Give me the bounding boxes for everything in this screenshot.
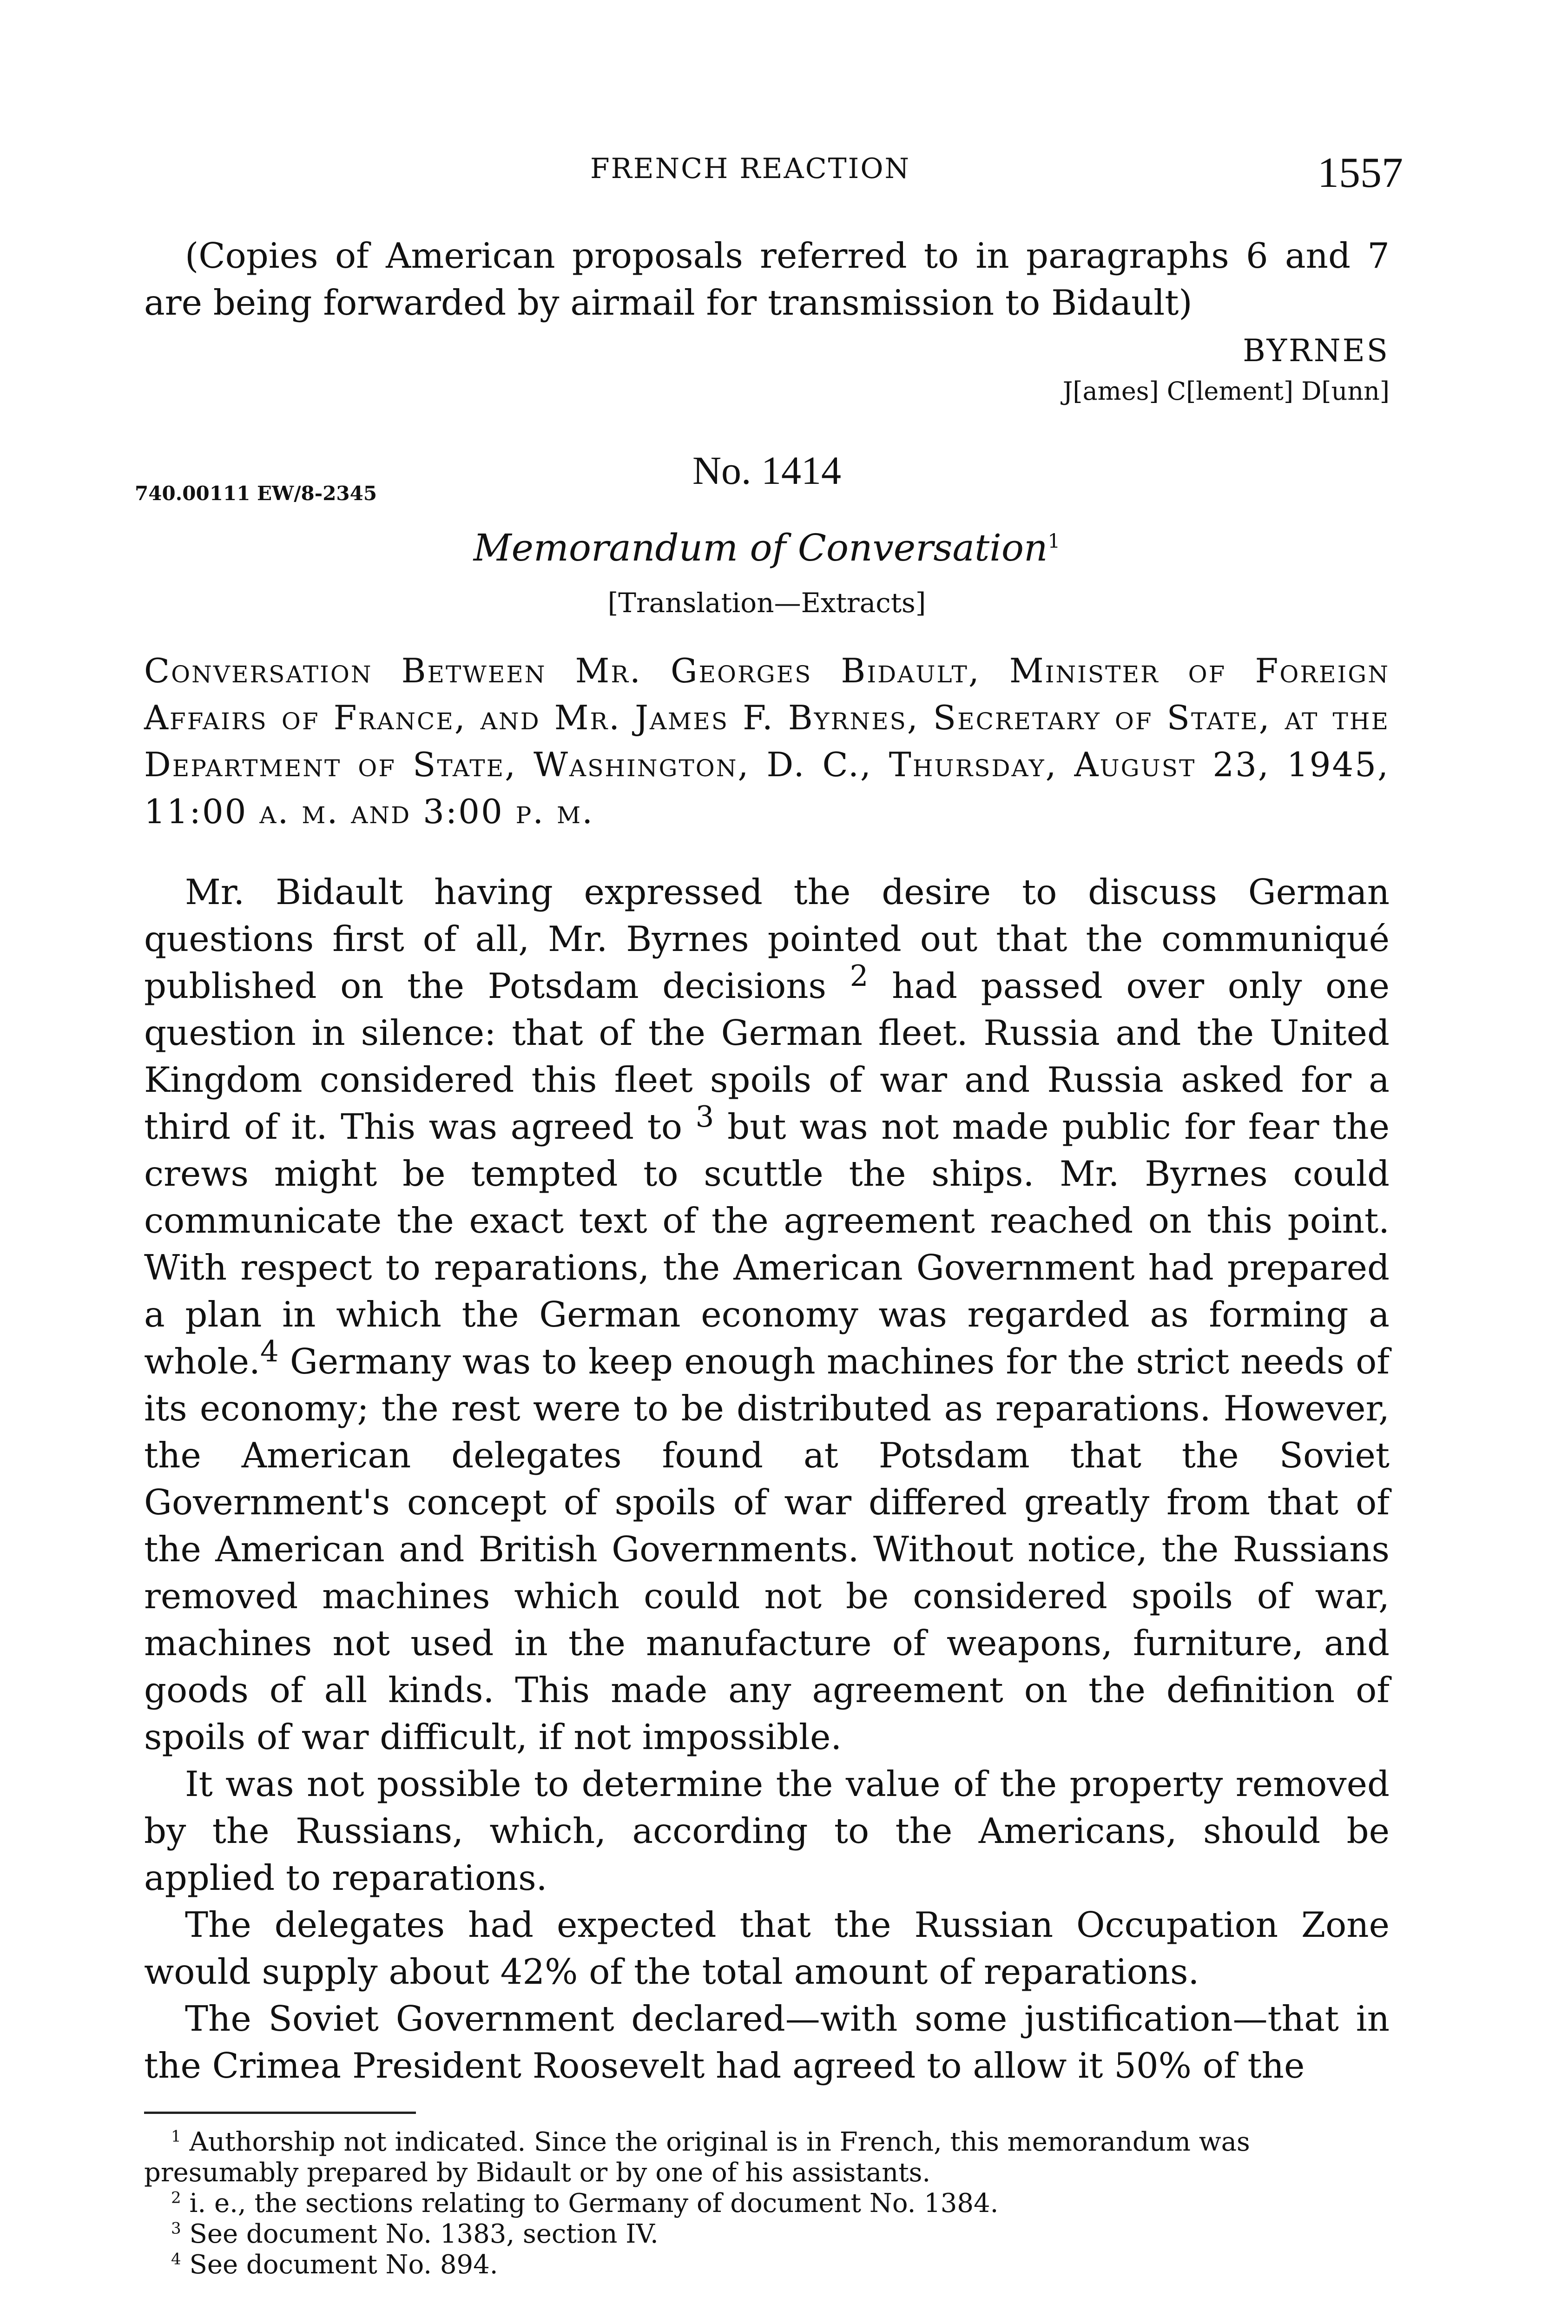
p1-segment-d: Germany was to keep enough machines for the strict needs of its economy; the rest were to be distributed as reparations. However, the American delegates found at Potsdam that the Soviet Government's concept of spoils of war differed greatly from that of the American and British Governments. Without notice, the Russians removed machines which could not be considered spoils of war, machines not used in the manufacture of weapons, furniture, and goods of all kinds. This made any agreement on the definition of spoils of war difficult, if not impossible. bbox=[144, 1341, 1390, 1757]
file-number: 740.00111 EW/8-2345 bbox=[135, 482, 377, 505]
footnote-text: See document No. 894. bbox=[189, 2250, 498, 2280]
intro-paragraph: (Copies of American proposals referred to in paragraphs 6 and 7 are being forwarded by airmail for transmission to Bidault) bbox=[144, 235, 1390, 323]
footnote-text: Authorship not indicated. Since the original is in French, this memorandum was presumably prepared by Bidault or by one of his assistants. bbox=[144, 2127, 1250, 2188]
memo-title-footnote-ref: 1 bbox=[1048, 529, 1061, 553]
signature-initials: J[ames] C[lement] D[unn] bbox=[1062, 376, 1390, 406]
running-header bbox=[0, 148, 1568, 196]
footnote-ref-3: 3 bbox=[695, 1100, 714, 1134]
footnote-ref-2: 2 bbox=[850, 959, 869, 993]
body-paragraph-4: The Soviet Government declared—with some justification—that in the Crimea President Roosevelt had agreed to allow it 50% of the bbox=[144, 1998, 1390, 2086]
body-paragraph-1 bbox=[144, 869, 1390, 1761]
footnote-mark: 3 bbox=[171, 2219, 181, 2238]
footnotes bbox=[144, 2127, 1390, 2280]
footnote-mark: 1 bbox=[171, 2127, 181, 2146]
p1-segment-b: had passed over only one question in silence: that of the German fleet. Russia and the United Kingdom considered this fleet spoils of war and Russia asked for a third of it. This was agreed to bbox=[144, 965, 1390, 1147]
body-paragraph-3: The delegates had expected that the Russian Occupation Zone would supply about 42% of the total amount of reparations. bbox=[144, 1904, 1390, 1992]
memo-title-text: Memorandum of Conversation bbox=[473, 526, 1048, 569]
footnote-ref-4: 4 bbox=[260, 1334, 279, 1368]
document-number: No. 1414 bbox=[692, 448, 842, 493]
p1-segment-c: but was not made public for fear the crews might be tempted to scuttle the ships. Mr. Byrnes could communicate the exact text of the agreement reached on this point. With respect to reparations, the American Government had prepared a plan in which the German economy was regarded as forming a whole. bbox=[144, 1106, 1390, 1382]
footnote-text: i. e., the sections relating to Germany of document No. 1384. bbox=[189, 2188, 999, 2218]
p1-segment-a: Mr. Bidault having expressed the desire to discuss German questions first of all, Mr. Byrnes pointed out that the communiqué published on the Potsdam decisions bbox=[144, 872, 1390, 1006]
page-content bbox=[135, 232, 1390, 2280]
footnote-4 bbox=[144, 2250, 1390, 2280]
footnote-3 bbox=[144, 2219, 1390, 2250]
footnote-divider bbox=[144, 2112, 416, 2114]
footnote-text: See document No. 1383, section IV. bbox=[189, 2219, 659, 2249]
footnote-1 bbox=[144, 2127, 1390, 2188]
body-paragraph-2: It was not possible to determine the value of the property removed by the Russians, which, according to the Americans, should be applied to reparations. bbox=[144, 1763, 1390, 1898]
signature-name: BYRNES bbox=[1243, 333, 1390, 369]
conversation-heading: Conversation Between Mr. Georges Bidault, Minister of Foreign Affairs of France, and Mr. James F. Byrnes, Secretary of State, at the Department of State, Washington, D. C., Thursday, August 23, 1945, 11:00 a. m. and 3:00 p. m. bbox=[144, 651, 1390, 831]
page-number: 1557 bbox=[1318, 149, 1403, 196]
footnote-mark: 4 bbox=[171, 2250, 181, 2269]
running-title: FRENCH REACTION bbox=[590, 152, 911, 185]
memo-title bbox=[144, 526, 1390, 569]
document-heading bbox=[135, 431, 1390, 515]
translation-note: [Translation—Extracts] bbox=[607, 587, 926, 619]
footnote-2 bbox=[144, 2188, 1390, 2219]
footnote-mark: 2 bbox=[171, 2188, 181, 2207]
